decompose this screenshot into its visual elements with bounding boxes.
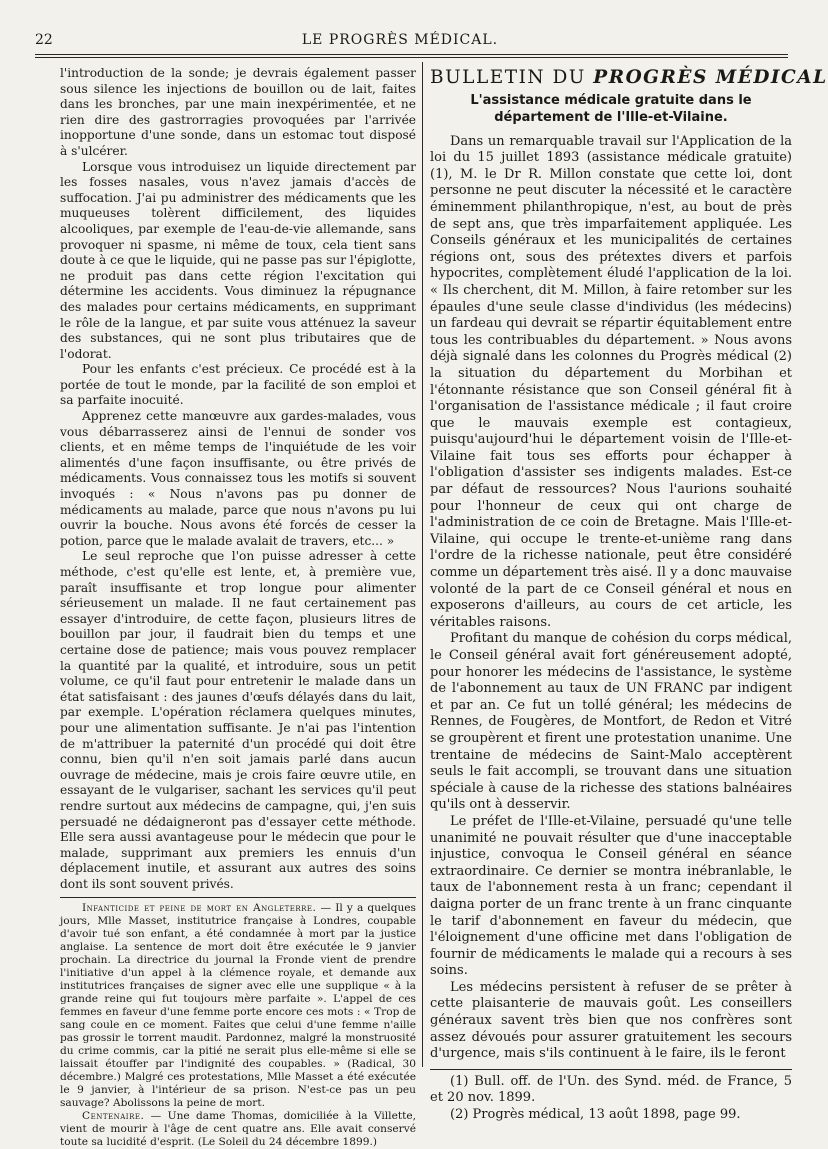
paragraph: Le préfet de l'Ille-et-Vilaine, persuadé qu'une telle unanimité ne pouvait résulter que d'une inacceptable injustice, convoqua le Conseil général en séance extraordinaire. Ce dernier se montra inébranlable, le taux de l'abonnement resta à un franc; cependant il daigna porter de un franc trente à un franc cinquante le tarif d'abonnement en faveur du médecin, que l'éloignement d'une officine met dans l'obligation de fournir de médicaments le malade qui a recours à ses soins. — [430, 813, 792, 979]
left-column — [60, 66, 416, 1149]
column-divider — [422, 62, 423, 1067]
news-text: — Il y a quelques jours, Mlle Masset, institutrice française à Londres, coupable d'avoir tué son enfant, a été condamnée à mort par la justice anglaise. La sentence de mort doit être exécutée le 9 janvier prochain. La directrice du journal la Fronde vient de prendre l'initiative d'un appel à la clémence royale, et demande aux institutrices françaises de signer avec elle une supplique « à la grande reine qui fut toujours mère parfaite ». L'appel de ces femmes en faveur d'une femme porte encore ces mots : « Trop de sang coule en ce moment. Faites que celui d'une femme n'aille pas grossir le torrent maudit. Pardonnez, malgré la monstruosité du crime commis, car la pitié ne serait plus elle-même si elle se laissait étouffer par l'indignité des coupables. » (Radical, 30 décembre.) Malgré ces protestations, Mlle Masset a été exécutée le 9 janvier, à l'intérieur de sa prison. N'est-ce pas un peu sauvage? Abolissons la peine de mort. — [60, 902, 416, 1110]
paragraph: Dans un remarquable travail sur l'Application de la loi du 15 juillet 1893 (assistance médicale gratuite) (1), M. le Dr R. Millon constate que cette loi, dont personne ne peut discuter la nécessité et le caractère éminemment philanthropique, n'est, au bout de près de sept ans, que très imparfaitement appliquée. Les Conseils généraux et les municipalités de certaines régions ont, sous des prétextes divers et parfois hypocrites, complètement éludé l'application de la loi. « Ils cherchent, dit M. Millon, à faire retomber sur les épaules d'une seule classe d'individus (les médecins) un fardeau qui devrait se répartir équitablement entre tous les contribuables du département. » Nous avons déjà signalé dans les colonnes du Progrès médical (2) la situation du département du Morbihan et l'étonnante résistance que son Conseil général fit à l'organisation de l'assistance médicale ; il faut croire que le mauvais exemple est contagieux, puisqu'aujourd'hui le département voisin de l'Ille-et-Vilaine fait tous ses efforts pour échapper à l'obligation d'assister ses indigents malades. Est-ce par défaut de ressources? Nous l'aurions souhaité pour l'honneur de ceux qui ont charge de l'administration de ce coin de Bretagne. Mais l'Ille-et-Vilaine, qui occupe le trente-et-unième rang dans l'ordre de la richesse nationale, peut être considéré comme un département très aisé. Il y a donc mauvaise volonté de la part de ce Conseil général et nous en exposerons d'ailleurs, au cours de cet article, les véritables raisons. — [430, 133, 792, 630]
article-title-line: L'assistance médicale gratuite dans le — [470, 92, 752, 108]
footnote-divider — [430, 1069, 792, 1070]
page-number: 22 — [35, 32, 53, 48]
article-title-line: département de l'Ille-et-Vilaine. — [494, 109, 728, 125]
news-item — [60, 1110, 416, 1149]
section-divider — [60, 897, 416, 898]
news-heading: Centenaire. — [82, 1110, 145, 1123]
paragraph: Apprenez cette manœuvre aux gardes-malades, vous vous débarrasserez ainsi de l'ennui de sonder vos clients, et en même temps de l'inquiétude de les voir alimentés d'une façon insuffisante, ou être privés de médicaments. Vous connaissez tous les motifs si souvent invoqués : « Nous n'avons pas pu donner de médicaments au malade, parce que nous n'avons pu lui ouvrir la bouche. Nous avons été forcés de cesser la potion, parce que le malade avalait de travers, etc... » — [60, 409, 416, 548]
article-title — [430, 92, 792, 126]
paragraph: Profitant du manque de cohésion du corps médical, le Conseil général avait fort généreusement adopté, pour honorer les médecins de l'assistance, le système de l'abonnement au taux de UN FRANC par indigent et par an. Ce fut un tollé général; les médecins de Rennes, de Fougères, de Montfort, de Redon et Vitré se groupèrent et firent une protestation unanime. Une trentaine de médecins de Saint-Malo acceptèrent seuls le fait accompli, se trouvant dans une situation spéciale à cause de la richesse des stations balnéaires qu'ils ont à desservir. — [430, 631, 792, 813]
header-rule — [35, 54, 788, 58]
paragraph: Lorsque vous introduisez un liquide directement par les fosses nasales, vous n'avez jamais d'accès de suffocation. J'ai pu administrer des médicaments que les muqueuses tolèrent difficilement, des liquides alcooliques, par exemple de l'eau-de-vie allemande, sans provoquer ni spasme, ni même de toux, cela tient sans doute à ce que le liquide, qui ne passe pas sur l'épiglotte, ne produit pas dans cette région l'excitation qui détermine les accidents. Vous diminuez la répugnance des malades pour certains médicaments, en supprimant le rôle de la langue, et par suite vous atténuez la saveur des substances, qui ne sont plus tributaires que de l'odorat. — [60, 159, 416, 361]
news-text: — Une dame Thomas, domiciliée à la Villette, vient de mourir à l'âge de cent quatre ans. Elle avait conservé toute sa lucidité d'esprit. (Le Soleil du 24 décembre 1899.) — [60, 1110, 416, 1149]
footnote: (2) Progrès médical, 13 août 1898, page 99. — [450, 1107, 741, 1123]
running-title: LE PROGRÈS MÉDICAL. — [301, 32, 499, 48]
news-heading: Infanticide et peine de mort en Angleterre. — [82, 902, 317, 915]
right-column — [430, 66, 828, 1124]
paragraph: Pour les enfants c'est précieux. Ce procédé est à la portée de tout le monde, par la facilité de son emploi et sa parfaite inocuité. — [60, 362, 416, 408]
footnote: (1) Bull. off. de l'Un. des Synd. méd. de France, 5 et 20 nov. 1899. — [430, 1073, 792, 1106]
news-item — [60, 902, 416, 1110]
section-title-journal: PROGRÈS MÉDICAL — [593, 67, 828, 88]
paragraph: Le seul reproche que l'on puisse adresser à cette méthode, c'est qu'elle est lente, et, à première vue, paraît insuffisante et trop longue pour alimenter sérieusement un malade. Il ne faut certainement pas essayer d'introduire, de cette façon, plusieurs litres de bouillon par jour, il faudrait bien du temps et une certaine dose de patience; mais vous pouvez remplacer la quantité par la qualité, et introduire, sous un petit volume, ce qu'il faut pour entretenir le malade dans un état satisfaisant : des jaunes d'œufs délayés dans du lait, par exemple. L'opération réclamera quelques minutes, pour une alimentation suffisante. Je n'ai pas l'intention de m'attribuer la paternité d'un procédé qui doit être connu, bien qu'il n'en soit jamais parlé dans aucun ouvrage de médecine, mais je crois faire œuvre utile, en essayant de le vulgariser, sachant les services qu'il peut rendre surtout aux médecins de campagne, qui, j'en suis persuadé ne dédaigneront pas d'essayer cette méthode. Elle sera aussi avantageuse pour le médecin que pour le malade, supprimant aux premiers les ennuis d'un déplacement inutile, et assurant aux autres des soins dont ils sont souvent privés. — [60, 549, 416, 891]
section-title-prefix: BULLETIN DU — [430, 67, 594, 88]
section-title — [430, 67, 828, 88]
paragraph: Les médecins persistent à refuser de se prêter à cette plaisanterie de mauvais goût. Les conseillers généraux savent très bien que nos confrères sont assez dévoués pour assurer gratuitement les secours d'urgence, mais s'ils continuent à le faire, ils le feront — [430, 979, 792, 1062]
paragraph: l'introduction de la sonde; je devrais également passer sous silence les injections de bouillon ou de lait, faites dans les bronches, par une main inexpérimentée, et ne rien dire des gastrorragies provoquées par l'arrivée inopportune d'une sonde, dans un estomac tout disposé à s'ulcérer. — [60, 66, 416, 158]
